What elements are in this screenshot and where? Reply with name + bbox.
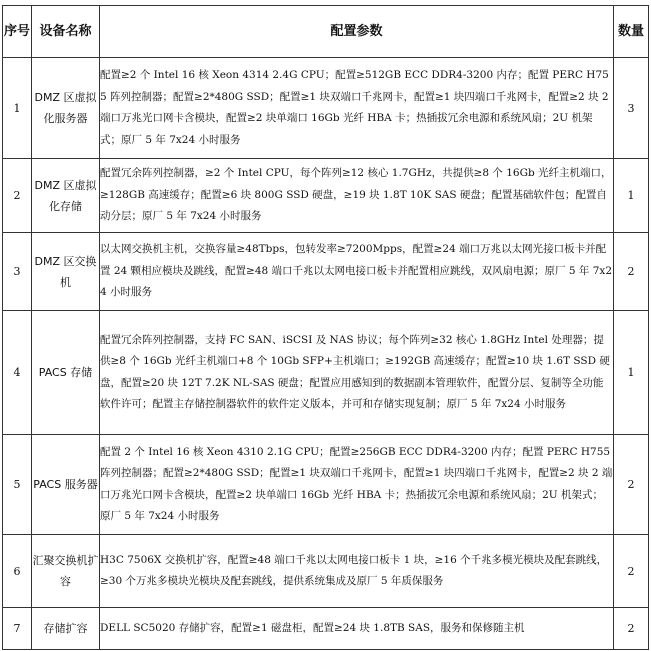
- table-row: [3, 58, 649, 159]
- row-config: 配置冗余阵列控制器，≥2 个 Intel CPU，每个阵列≥12 核心 1.7GHz，共提供≥8 个 16Gb 光纤主机端口，≥128GB 高速缓存；配置≥6 块 800G SSD 硬盘，≥19 块 1.8T 10K SAS 硬盘；配置基础软件包；配置自动分层；原厂 5 年 7x24 小时服务: [100, 159, 614, 233]
- row-config: 配置≥2 个 Intel 16 核 Xeon 4314 2.4G CPU；配置≥512GB ECC DDR4-3200 内存；配置 PERC H755 阵列控制器；配置≥2*480G SSD；配置≥1 块双端口千兆网卡，配置≥1 块四端口千兆网卡，配置≥2 块 2 端口万兆光口网卡含模块，配置≥2 块单端口 16Gb 光纤 HBA 卡；热插拔冗余电源和系统风扇；2U 机架式；原厂 5 年 7x24 小时服务: [100, 58, 614, 159]
- row-config: 配置冗余阵列控制器，支持 FC SAN、iSCSI 及 NAS 协议；每个阵列≥32 核心 1.8GHz Intel 处理器；提供≥8 个 16Gb 光纤主机端口+8 个 10Gb SFP+主机端口；≥192GB 高速缓存；配置≥10 块 1.6T SSD 硬盘，配置≥20 块 12T 7.2K NL-SAS 硬盘；配置应用感知到的数据副本管理软件，配置分层、复制等全功能软件许可；配置主存储控制器软件的软件定义版本，并可和存储实现复制；原厂 5 年 7x24 小时服务: [100, 311, 614, 435]
- row-quantity: 2: [614, 233, 649, 311]
- row-config: 配置 2 个 Intel 16 核 Xeon 4310 2.1G CPU；配置≥256GB ECC DDR4-3200 内存；配置 PERC H755 阵列控制器；配置≥2*480G SSD；配置≥1 块双端口千兆网卡，配置≥1 块四端口千兆网卡，配置≥2 块 2 端口万兆光口网卡含模块，配置≥2 块单端口 16Gb 光纤 HBA 卡；热插拔冗余电源和系统风扇；2U 机架式；原厂 5 年 7x24 小时服务: [100, 435, 614, 535]
- row-quantity: 1: [614, 159, 649, 233]
- table-row: [3, 233, 649, 311]
- row-index: 4: [3, 311, 32, 435]
- row-config: DELL SC5020 存储扩容，配置≥1 磁盘柜，配置≥24 块 1.8TB SAS，服务和保修随主机: [100, 608, 614, 650]
- row-quantity: 2: [614, 535, 649, 608]
- row-device-name: 汇聚交换机扩容: [32, 535, 100, 608]
- table-row: [3, 159, 649, 233]
- table-row: [3, 311, 649, 435]
- row-quantity: 2: [614, 608, 649, 650]
- row-quantity: 1: [614, 311, 649, 435]
- header-quantity: 数量: [614, 6, 649, 58]
- row-index: 3: [3, 233, 32, 311]
- row-config: 以太网交换机主机，交换容量≥48Tbps，包转发率≥7200Mpps，配置≥24 端口万兆以太网光接口板卡并配置 24 颗相应模块及跳线，配置≥48 端口千兆以太网电接口板卡并配置相应跳线，双风扇电源；原厂 5 年 7x24 小时服务: [100, 233, 614, 311]
- row-index: 7: [3, 608, 32, 650]
- table-row: [3, 535, 649, 608]
- header-device-name: 设备名称: [32, 6, 100, 58]
- row-device-name: 存储扩容: [32, 608, 100, 650]
- row-index: 2: [3, 159, 32, 233]
- row-device-name: DMZ 区交换机: [32, 233, 100, 311]
- header-config: 配置参数: [100, 6, 614, 58]
- row-index: 5: [3, 435, 32, 535]
- table-row: [3, 435, 649, 535]
- row-device-name: PACS 服务器: [32, 435, 100, 535]
- row-config: H3C 7506X 交换机扩容，配置≥48 端口千兆以太网电接口板卡 1 块，≥16 个千兆多模光模块及配套跳线，≥30 个万兆多模块光模块及配套跳线，提供系统集成及原厂 5 年质保服务: [100, 535, 614, 608]
- header-index: 序号: [3, 6, 32, 58]
- table-row: [3, 608, 649, 650]
- row-quantity: 2: [614, 435, 649, 535]
- row-index: 6: [3, 535, 32, 608]
- row-index: 1: [3, 58, 32, 159]
- equipment-config-table: [2, 5, 649, 650]
- table-header-row: [3, 6, 649, 58]
- row-device-name: PACS 存储: [32, 311, 100, 435]
- row-device-name: DMZ 区虚拟化存储: [32, 159, 100, 233]
- row-device-name: DMZ 区虚拟化服务器: [32, 58, 100, 159]
- row-quantity: 3: [614, 58, 649, 159]
